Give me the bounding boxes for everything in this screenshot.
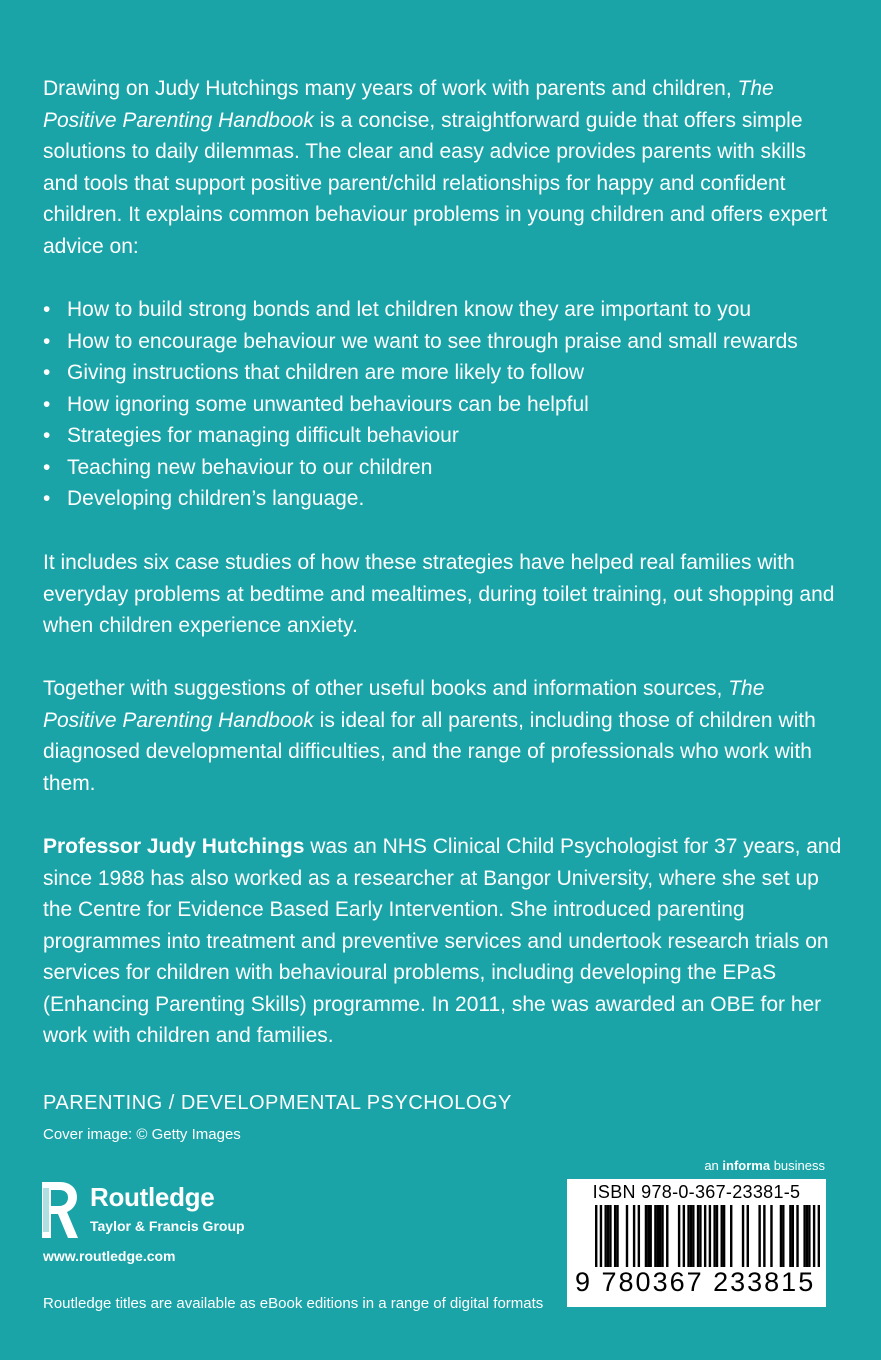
publisher-website: www.routledge.com	[43, 1248, 176, 1264]
informa-suffix: business	[770, 1158, 825, 1173]
barcode-bar	[803, 1205, 805, 1267]
publisher-logo	[38, 1180, 248, 1240]
barcode-bar	[747, 1205, 749, 1267]
intro-text-start: Drawing on Judy Hutchings many years of work with parents and children,	[43, 77, 738, 100]
barcode-bar	[614, 1205, 616, 1267]
publisher-group: Taylor & Francis Group	[90, 1218, 245, 1234]
cover-credit: Cover image: © Getty Images	[43, 1126, 241, 1143]
intro-text-end: is a concise, straightforward guide that offers simple solutions to daily dilemmas. The clear and easy advice provides parents with skills and tools that support positive parent/child relationships for happy and confident children. It explains common behaviour problems in young children and offers expert advice on:	[43, 108, 828, 258]
barcode-bar	[721, 1205, 723, 1267]
barcode-bar	[704, 1205, 706, 1267]
barcode-bar	[742, 1205, 744, 1267]
author-bio-text: was an NHS Clinical Child Psychologist for 37 years, and since 1988 has also worked as a researcher at Bangor University, where she set up the Centre for Evidence Based Early Intervention. She introduced parenting programmes into treatment and preventive services and undertook research trials on services for children with behavioural problems, including developing the EPaS (Enhancing Parenting Skills) programme. In 2011, she was awarded an OBE for her work with children and families.	[43, 835, 842, 1047]
author-bio	[43, 831, 843, 1052]
barcode-bar	[600, 1205, 602, 1267]
barcode-bar	[730, 1205, 732, 1267]
barcode-bar	[609, 1205, 611, 1267]
subject-category: PARENTING / DEVELOPMENTAL PSYCHOLOGY	[43, 1092, 512, 1114]
book-title: The Positive Parenting Handbook	[43, 77, 774, 132]
informa-tagline	[704, 1158, 825, 1173]
barcode-bar	[690, 1205, 692, 1267]
barcode-bar	[626, 1205, 628, 1267]
barcode-bar	[806, 1205, 808, 1267]
barcode-bar	[713, 1205, 715, 1267]
barcode-bar	[595, 1205, 597, 1267]
ebook-note: Routledge titles are available as eBook editions in a range of digital formats	[43, 1295, 544, 1312]
informa-brand: informa	[722, 1158, 771, 1173]
barcode-bar	[796, 1205, 798, 1267]
barcode-bar	[638, 1205, 640, 1267]
list-item: • How to build strong bonds and let children know they are important to you	[43, 294, 843, 326]
barcode-bar	[616, 1205, 618, 1267]
barcode-bar	[645, 1205, 647, 1267]
barcode-bar	[647, 1205, 649, 1267]
barcode-bar	[687, 1205, 689, 1267]
list-item: • Giving instructions that children are more likely to follow	[43, 357, 843, 389]
barcode-digits: 9 780367 233815	[575, 1267, 816, 1297]
advice-list	[43, 294, 843, 515]
barcode-bar	[633, 1205, 635, 1267]
barcode-bar	[758, 1205, 760, 1267]
barcode-bar	[716, 1205, 718, 1267]
barcode-panel	[567, 1179, 826, 1307]
barcode-bar	[697, 1205, 699, 1267]
barcode-bar	[780, 1205, 782, 1267]
isbn-label: ISBN 978-0-367-23381-5	[592, 1182, 801, 1202]
barcode-bar	[813, 1205, 815, 1267]
barcode-bar	[649, 1205, 651, 1267]
audience-text-end: is ideal for all parents, including those of children with diagnosed developmental difficulties, and the range of professionals who work with them.	[43, 708, 816, 795]
barcode-bar	[782, 1205, 784, 1267]
routledge-r-logo-icon	[38, 1180, 80, 1240]
barcode-bar	[666, 1205, 668, 1267]
barcode-bar	[678, 1205, 680, 1267]
barcode-bar	[763, 1205, 765, 1267]
publisher-name: Routledge	[90, 1182, 215, 1212]
audience-text-start: Together with suggestions of other useful books and information sources,	[43, 677, 729, 700]
list-item: • Strategies for managing difficult behaviour	[43, 420, 843, 452]
barcode-bar	[659, 1205, 661, 1267]
barcode-bar	[692, 1205, 694, 1267]
list-item: • Teaching new behaviour to our children	[43, 452, 843, 484]
barcode-bar	[709, 1205, 711, 1267]
barcode-bar	[654, 1205, 656, 1267]
barcode-bar	[818, 1205, 820, 1267]
case-studies-paragraph: It includes six case studies of how these strategies have helped real families with everyday problems at bedtime and mealtimes, during toilet training, out shopping and when children experience anxiety.	[43, 551, 835, 637]
barcode-bar	[661, 1205, 663, 1267]
list-item: • Developing children’s language.	[43, 483, 843, 515]
barcode-bar	[808, 1205, 810, 1267]
author-name: Professor Judy Hutchings	[43, 835, 305, 858]
barcode-bar	[770, 1205, 772, 1267]
barcode-bar	[699, 1205, 701, 1267]
informa-prefix: an	[704, 1158, 723, 1173]
list-item: • How ignoring some unwanted behaviours can be helpful	[43, 389, 843, 421]
intro-paragraph	[43, 73, 843, 262]
audience-paragraph	[43, 673, 843, 799]
barcode-bar	[789, 1205, 791, 1267]
list-item: • How to encourage behaviour we want to see through praise and small rewards	[43, 326, 843, 358]
barcode-bar	[604, 1205, 606, 1267]
barcode-bar	[792, 1205, 794, 1267]
book-title: The Positive Parenting Handbook	[43, 677, 765, 732]
barcode-bar	[657, 1205, 659, 1267]
barcode-bar	[683, 1205, 685, 1267]
barcode-bar	[723, 1205, 725, 1267]
barcode-bar	[607, 1205, 609, 1267]
barcode-bars	[595, 1205, 820, 1267]
